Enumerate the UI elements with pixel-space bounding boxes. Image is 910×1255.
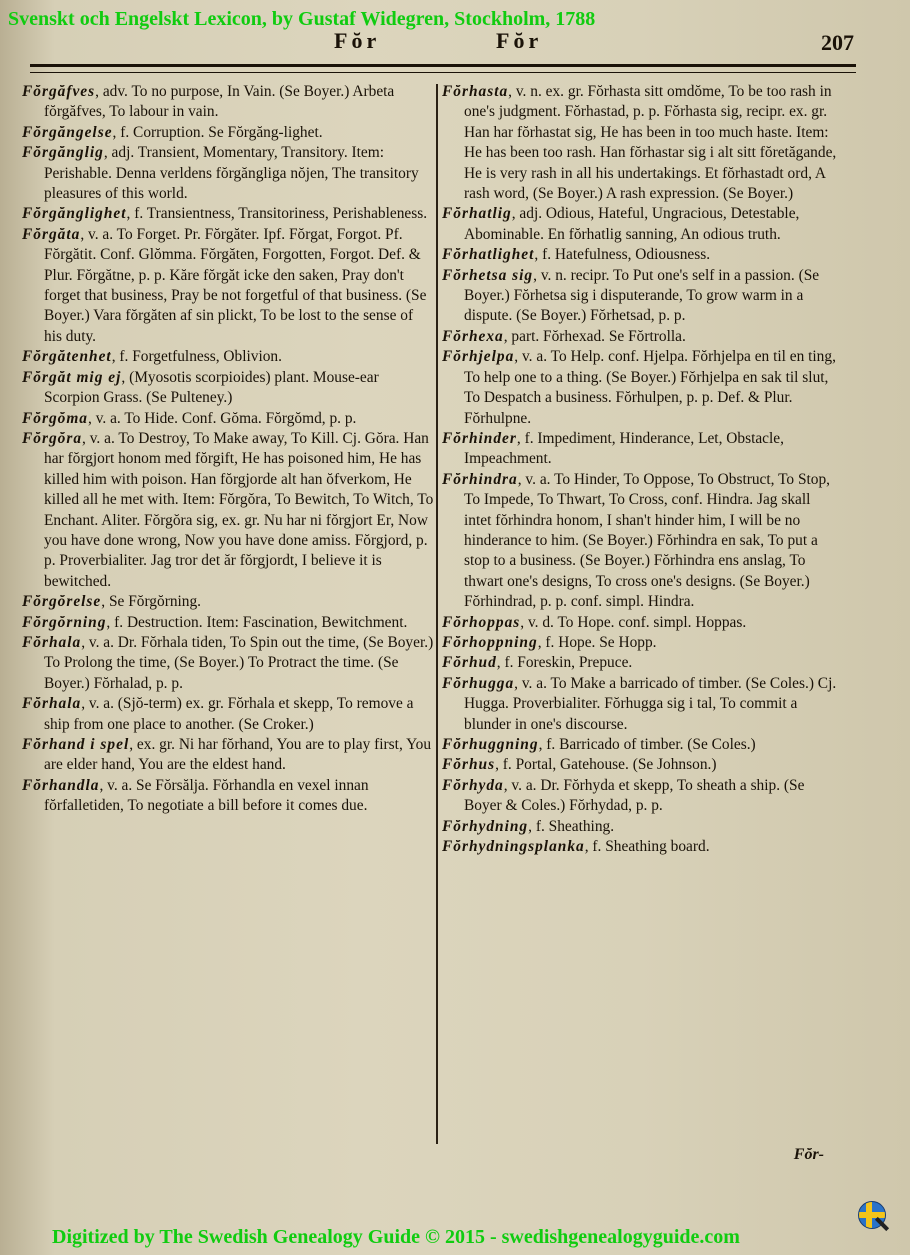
definition-text: , v. n. recipr. To Put one's self in a passion. (Se Boyer.) Fŏrhetsa sig i disputerande, To grow warm in a dispute. (Se Boyer.) Fŏrhetsad, p. p. [464, 266, 820, 325]
headword: Fŏrhydning [442, 817, 529, 835]
headword: Fŏrgŏra [22, 429, 83, 447]
headword: Fŏrgŏrelse [22, 593, 102, 611]
dictionary-entry [442, 347, 838, 429]
headword: Fŏrgănglighet [22, 205, 127, 223]
definition-text: , v. a. To Hinder, To Oppose, To Obstruct, To Stop, To Impede, To Thwart, To Cross, conf. Hindra. Jag skall intet fŏrhindra honom, I shan't hinder him, I will be no hinderance to him. (Se Boyer.) Fŏrhindra en sak, To put a stop to a business. (Se Boyer.) Fŏrhindra ens anslag, To thwart one's designs, To cross one's designs. (Se Boyer.) Fŏrhindrad, p. p. conf. simpl. Hindra. [464, 470, 831, 611]
definition-text: , f. Sheathing. [528, 817, 615, 835]
dictionary-entry [442, 613, 838, 633]
top-rule [30, 64, 856, 67]
dictionary-entry [442, 82, 838, 204]
headword: Fŏrgăta [22, 225, 81, 243]
definition-text: , v. a. To Forget. Pr. Fŏrgăter. Ipf. Fŏrgat, Forgot. Pf. Fŏrgătit. Conf. Glŏmma. Fŏrgăten, Forgotten, Forgot. Def. & Plur. Fŏrgătne, p. p. Kăre fŏrgăt icke den saken, Pray don't forget that business, Pray be not forgetful of that business. (Se Boyer.) Vara fŏrgăten af sin plickt, To be lost to the sense of his duty. [44, 225, 427, 345]
headword: Fŏrgŏrning [22, 613, 107, 631]
headword: Fŏrhjelpa [442, 348, 515, 366]
headword: Fŏrhand i spel [22, 736, 130, 753]
definition-text: , v. a. (Sjŏ-term) ex. gr. Fŏrhala et skepp, To remove a ship from one place to another. (Se Croker.) [44, 695, 414, 733]
headword: Fŏrhydningsplanka [442, 838, 585, 856]
definition-text: , v. a. Dr. Fŏrhyda et skepp, To sheath a ship. (Se Boyer & Coles.) Fŏrhydad, p. p. [464, 776, 805, 815]
dictionary-entry [442, 633, 838, 653]
definition-text: , f. Hope. Se Hopp. [537, 633, 657, 651]
headword: Fŏrhugga [442, 674, 515, 692]
dictionary-entry [22, 735, 434, 776]
definition-text: , Se Fŏrgŏrning. [101, 593, 202, 611]
running-head-right: Fŏr [496, 28, 543, 53]
dictionary-entry [22, 429, 434, 592]
headword: Fŏrhatlighet [442, 246, 535, 264]
headword: Fŏrhinder [442, 429, 517, 447]
running-head-left: Fŏr [334, 28, 381, 53]
headword: Fŏrhala [22, 633, 82, 651]
definition-text: , v. a. To Destroy, To Make away, To Kill. Cj. Gŏra. Han har fŏrgjort honom med fŏrgift, He has poisoned him, He has killed him with poison. Han fŏrgjorde alt han ŏfverkom, He killed all he met with. Item: Fŏrgŏra, To Bewitch, To Witch, To Enchant. Aliter. Fŏrgŏra sig, ex. gr. Nu har ni fŏrgjort Er, Now you have done wrong, Now you have done amiss. Fŏrgjord, p. p. Proverbialiter. Jag tror det ăr fŏrgjordt, I believe it is bewitched. [44, 429, 434, 590]
top-rule-thin [30, 72, 856, 73]
headword: Fŏrhus [442, 756, 496, 774]
right-column [442, 82, 838, 857]
definition-text: , v. a. To Hide. Conf. Gŏma. Fŏrgŏmd, p. p. [88, 409, 357, 427]
headword: Fŏrhuggning [442, 736, 539, 753]
headword: Fŏrhoppas [442, 613, 521, 631]
dictionary-entry [442, 470, 838, 613]
headword: Fŏrhexa [442, 327, 504, 345]
dictionary-entry [442, 735, 838, 755]
dictionary-entry [22, 613, 434, 633]
dictionary-entry [442, 817, 838, 837]
dictionary-entry [22, 82, 434, 123]
dictionary-entry [22, 776, 434, 817]
dictionary-entry [442, 653, 838, 673]
dictionary-entry [22, 409, 434, 429]
definition-text: , ex. gr. Ni har fŏrhand, You are to play first, You are elder hand, You are the eldest hand. [44, 736, 432, 774]
dictionary-entry [22, 123, 434, 143]
dictionary-entry [22, 347, 434, 367]
definition-text: , part. Fŏrhexad. Se Fŏrtrolla. [503, 327, 686, 345]
definition-text: , adj. Odious, Hateful, Ungracious, Detestable, Abominable. En fŏrhatlig sanning, An odious truth. [464, 205, 800, 243]
headword: Fŏrhandla [22, 776, 100, 794]
catchword: Fŏr- [793, 1146, 824, 1163]
dictionary-entry [442, 837, 838, 857]
dictionary-entry [22, 633, 434, 694]
definition-text: , v. a. Dr. Fŏrhala tiden, To Spin out the time, (Se Boyer.) To Prolong the time, (Se Boyer.) To Protract the time. (Se Boyer.) Fŏrhalad, p. p. [44, 633, 434, 692]
headword: Fŏrgăt mig ej [22, 368, 122, 386]
headword: Fŏrhetsa sig [442, 266, 534, 284]
definition-text: , f. Sheathing board. [584, 838, 710, 856]
dictionary-entry [22, 204, 434, 224]
dictionary-entry [22, 143, 434, 204]
headword: Fŏrhyda [442, 776, 504, 794]
left-column [22, 82, 434, 817]
definition-text: , v. a. To Help. conf. Hjelpa. Fŏrhjelpa en til en ting, To help one to a thing. (Se Boyer.) Fŏrhjelpa en sak til slut, To Despatch a business. Fŏrhulpen, p. p. Def. & Plur. Fŏrhulpne. [464, 348, 836, 427]
headword: Fŏrhindra [442, 470, 518, 488]
dictionary-entry [22, 368, 434, 409]
dictionary-entry [442, 674, 838, 735]
dictionary-entry [442, 266, 838, 327]
source-title: Svenskt och Engelskt Lexicon, by Gustaf Widegren, Stockholm, 1788 [8, 8, 596, 30]
dictionary-entry [22, 225, 434, 347]
definition-text: , adv. To no purpose, In Vain. (Se Boyer.) Arbeta fŏrgăfves, To labour in vain. [44, 83, 395, 121]
headword: Fŏrhoppning [442, 633, 538, 651]
dictionary-entry [442, 776, 838, 817]
headword: Fŏrgăfves [22, 83, 96, 100]
definition-text: , (Myosotis scorpioides) plant. Mouse-ear Scorpion Grass. (Se Pulteney.) [44, 368, 379, 407]
headword: Fŏrhud [442, 654, 497, 672]
definition-text: , f. Corruption. Se Fŏrgăng-lighet. [112, 123, 323, 141]
dictionary-entry [22, 694, 434, 735]
digitized-credit: Digitized by The Swedish Genealogy Guide © 2015 - swedishgenealogyguide.com [52, 1226, 740, 1248]
definition-text: , v. n. ex. gr. Fŏrhasta sitt omdŏme, To be too rash in one's judgment. Fŏrhastad, p. p. Fŏrhasta sig, recipr. ex. gr. Han har fŏrhastat sig, He has been in too much haste. Item: He has been too rash. Han fŏrhastar sig i alt sitt fŏretăgande, He is very rash in all his undertakings. Et fŏrhastadt ord, A rash word, (Se Boyer.) A rash expression. (Se Boyer.) [464, 83, 837, 203]
headword: Fŏrgănglig [22, 144, 104, 162]
definition-text: , f. Forgetfulness, Oblivion. [111, 348, 282, 366]
dictionary-entry [442, 245, 838, 265]
definition-text: , v. a. Se Fŏrsălja. Fŏrhandla en vexel innan fŏrfalletiden, To negotiate a bill before it comes due. [44, 776, 369, 815]
column-divider [436, 84, 438, 1144]
dictionary-entry [442, 327, 838, 347]
definition-text: , f. Transientness, Transitoriness, Perishableness. [126, 205, 428, 223]
definition-text: , f. Portal, Gatehouse. (Se Johnson.) [495, 756, 717, 774]
definition-text: , adj. Transient, Momentary, Transitory. Item: Perishable. Denna verldens fŏrgăngliga nŏjen, The transitory pleasures of this world. [44, 144, 419, 203]
definition-text: , f. Destruction. Item: Fascination, Bewitchment. [106, 613, 408, 631]
definition-text: , f. Foreskin, Prepuce. [496, 654, 633, 672]
definition-text: , f. Barricado of timber. (Se Coles.) [538, 736, 756, 753]
headword: Fŏrgăngelse [22, 123, 113, 141]
definition-text: , f. Hatefulness, Odiousness. [534, 246, 711, 264]
page-number: 207 [821, 30, 854, 55]
definition-text: , v. a. To Make a barricado of timber. (Se Coles.) Cj. Hugga. Proverbialiter. Fŏrhugga sig i tal, To commit a blunder in one's discourse. [464, 674, 837, 733]
definition-text: , v. d. To Hope. conf. simpl. Hoppas. [520, 613, 747, 631]
headword: Fŏrhasta [442, 83, 509, 100]
dictionary-entry [442, 429, 838, 470]
definition-text: , f. Impediment, Hinderance, Let, Obstacle, Impeachment. [464, 429, 784, 468]
headword: Fŏrgŏma [22, 409, 89, 427]
dictionary-entry [22, 592, 434, 612]
headword: Fŏrhala [22, 695, 82, 713]
dictionary-entry [442, 755, 838, 775]
headword: Fŏrgătenhet [22, 348, 112, 366]
headword: Fŏrhatlig [442, 205, 512, 223]
dictionary-entry [442, 204, 838, 245]
